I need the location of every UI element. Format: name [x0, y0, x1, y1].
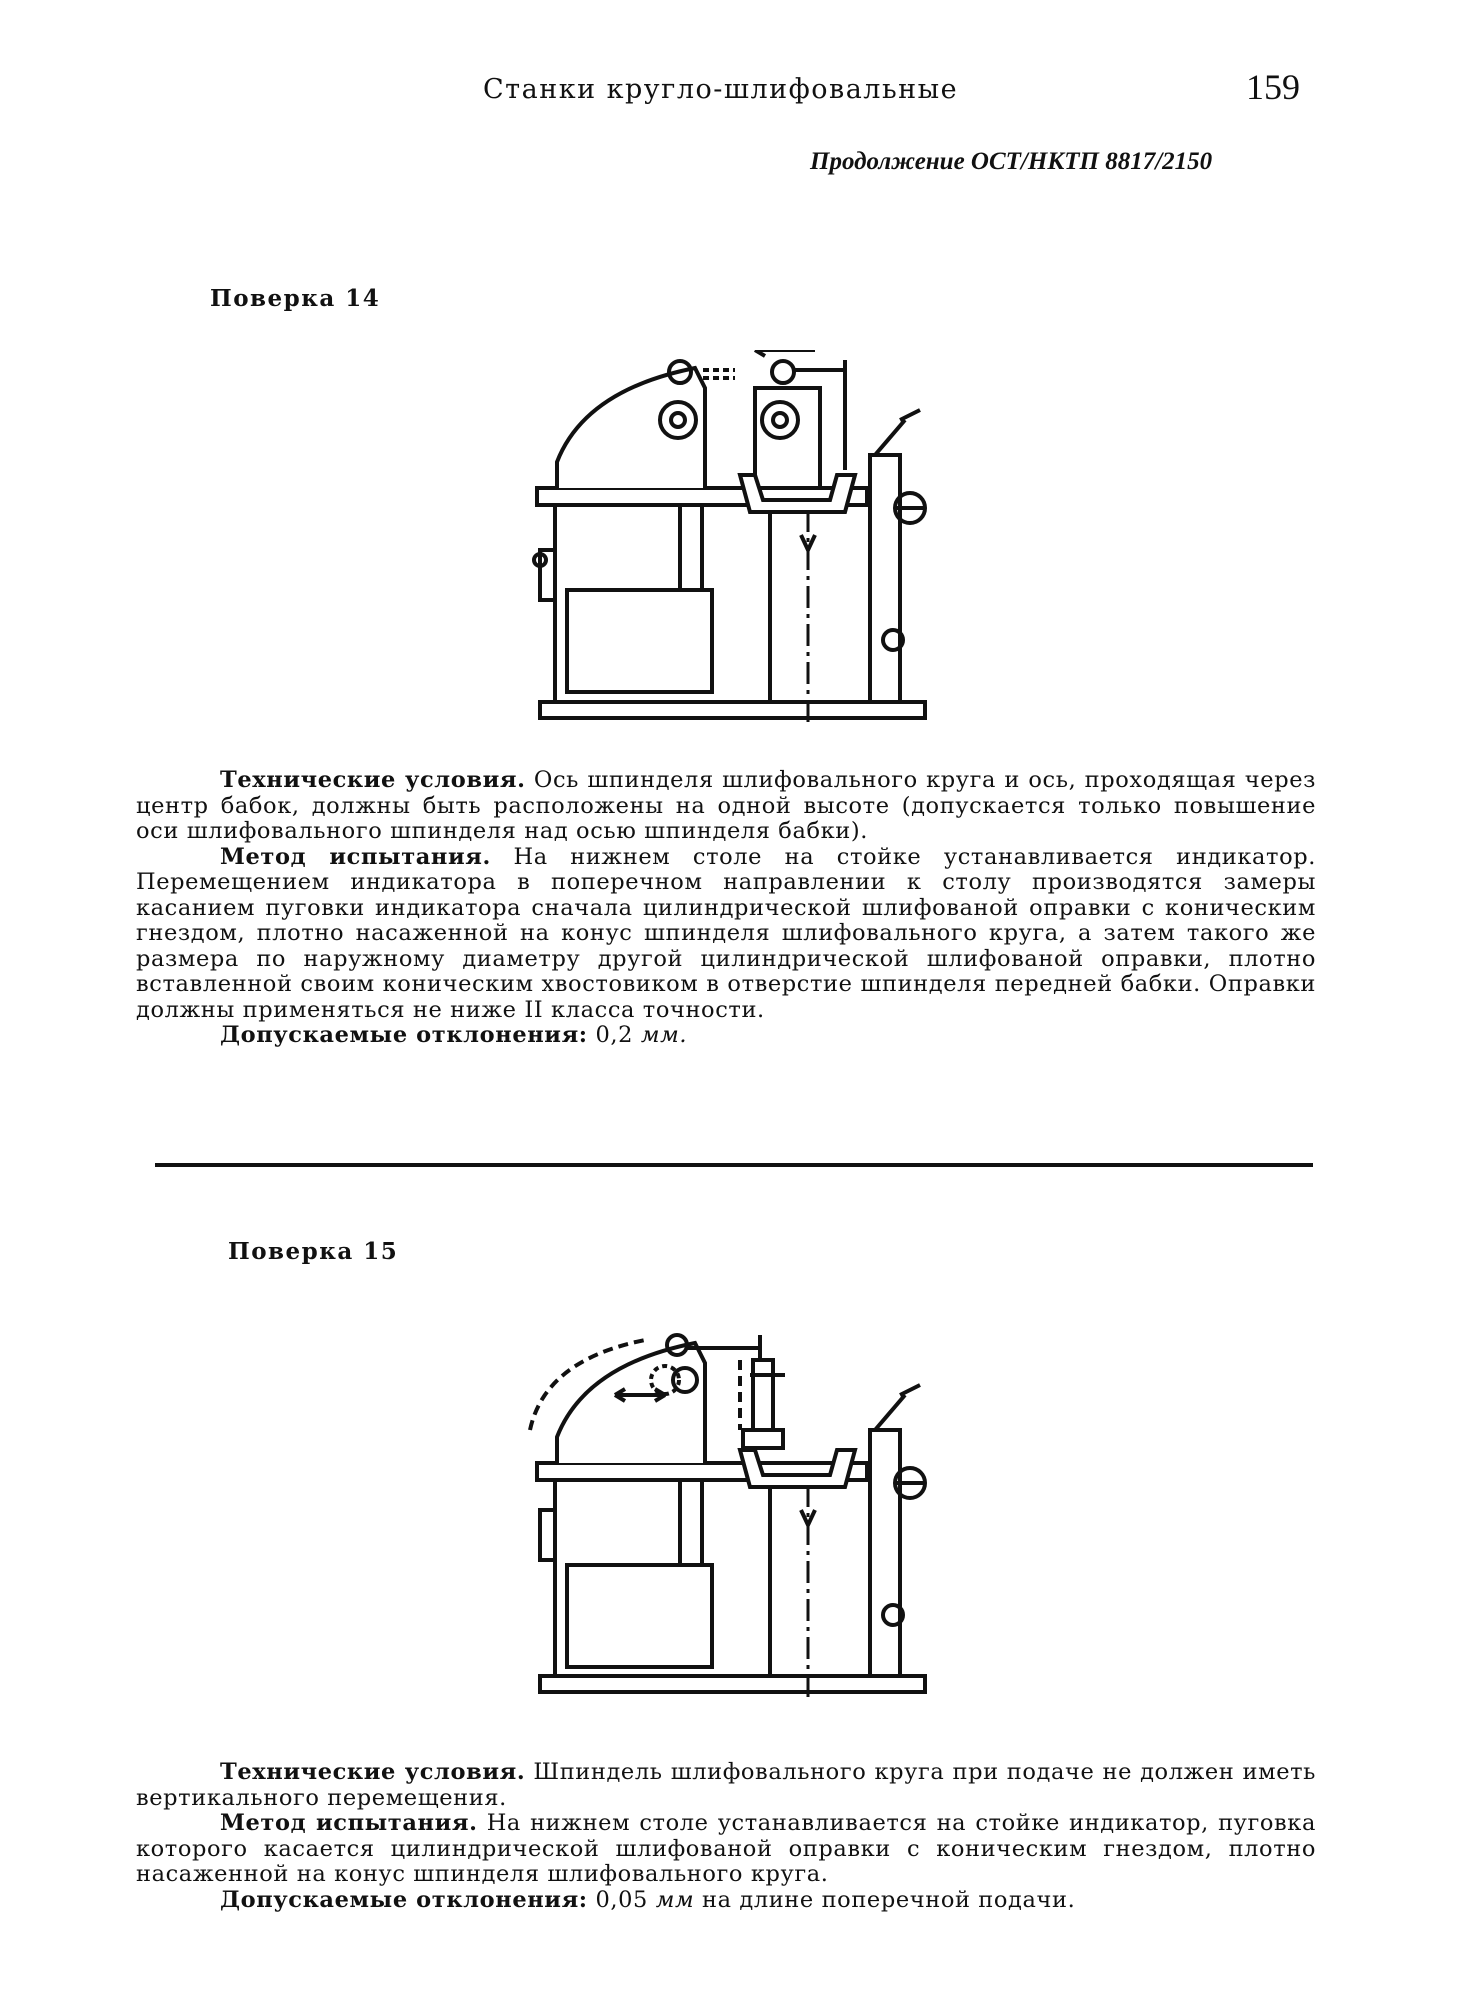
check-14-heading: Поверка 14 [210, 285, 381, 312]
check-15-figure [525, 1320, 955, 1700]
tolerance-label: Допускаемые отклонения: [220, 1022, 588, 1048]
page-number: 159 [1246, 67, 1300, 107]
tolerance-value: 0,2 [587, 1022, 641, 1048]
check-14-test-method [136, 845, 1316, 1024]
check-14-figure [525, 350, 955, 725]
technical-conditions-text: Шпиндель шлифовального круга при подаче не должен иметь вертикального перемещения. [136, 1759, 1317, 1811]
grinding-machine-indicator-check-icon [534, 350, 925, 725]
technical-conditions-label: Технические условия. [220, 1759, 526, 1785]
check-15-heading: Поверка 15 [228, 1238, 399, 1265]
running-header-title: Станки кругло-шлифовальные [483, 74, 959, 105]
tolerance-unit: мм. [640, 1022, 688, 1048]
test-method-text: На нижнем столе устанавливается на стойке индикатор, пуговка которого касается цилиндрической шлифованой оправки с коническим гнездом, плотно насаженной на конус шпинделя шлифовального круга. [136, 1810, 1316, 1887]
check-14-tolerance [136, 1023, 1316, 1049]
section-divider [155, 1163, 1313, 1167]
check-14-description [136, 768, 1316, 1049]
tolerance-unit: мм [655, 1886, 695, 1913]
grinding-machine-vertical-movement-check-icon [530, 1335, 925, 1700]
test-method-label: Метод испытания. [220, 1810, 478, 1836]
test-method-text: На нижнем столе на стойке устанавливается индикатор. Перемещением индикатора в поперечном направлении к столу производятся замеры касанием пуговки индикатора сначала цилиндрической шлифованой оправки с коническим гнездом, плотно насаженной на конус шпинделя шлифовального круга, а затем такого же размера по наружному диаметру другой цилиндрической шлифованой оправки, плотно вставленной своим коническим хвостовиком в отверстие шпинделя передней бабки. Оправки должны применяться не ниже II класса точности. [136, 843, 1316, 1023]
check-15-technical-conditions [136, 1760, 1316, 1811]
technical-conditions-label: Технические условия. [220, 767, 526, 793]
check-15-test-method [136, 1811, 1316, 1888]
standard-continuation-note: Продолжение ОСТ/НКТП 8817/2150 [810, 148, 1213, 175]
check-15-tolerance [136, 1888, 1316, 1914]
tolerance-tail: на длине поперечной подачи. [694, 1886, 1076, 1913]
technical-conditions-text: Ось шпинделя шлифовального круга и ось, проходящая через центр бабок, должны быть расположены на одной высоте (допускается только повышение оси шлифовального шпинделя над осью шпинделя бабки). [136, 767, 1316, 844]
check-15-description [136, 1760, 1316, 1913]
test-method-label: Метод испытания. [220, 843, 491, 870]
check-14-technical-conditions [136, 768, 1316, 845]
tolerance-label: Допускаемые отклонения: [220, 1886, 588, 1913]
tolerance-value: 0,05 [587, 1886, 656, 1913]
